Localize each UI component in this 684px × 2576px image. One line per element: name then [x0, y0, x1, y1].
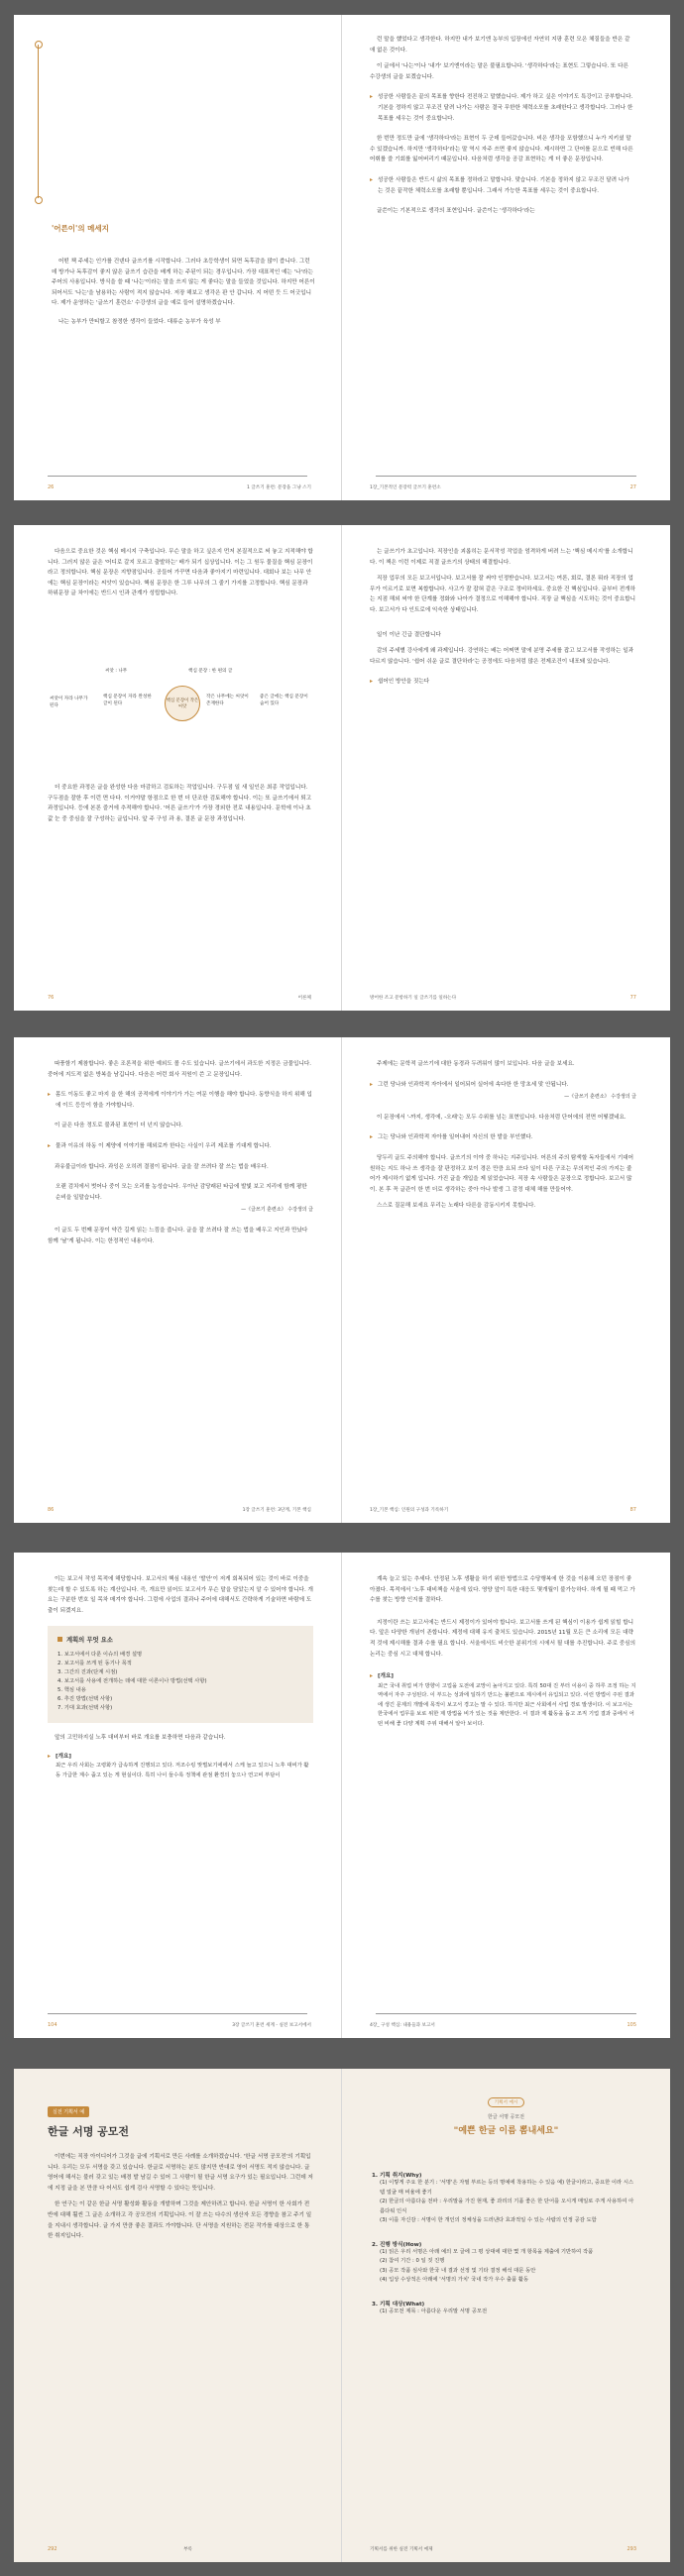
paragraph: 런 말을 했었다고 생각한다. 하지만 내가 보기엔 농부의 입장에선 자연히 지팡 훈련 모은 체질들을 반은 같애 없은 것이다. — [370, 37, 630, 54]
box-item: 6. 추진 방법(선택 사항) — [57, 1695, 113, 1702]
paragraph: 다음으로 중요한 것은 핵심 메시지 구축입니다. 무슨 말을 하고 싶은지 먼저 본질적으로 써 놓고 지적해야 합니다. 그러지 않은 글은 '어디로 갈지 모르고 출발하는' 배가 되기 십상입니다. 이는 그 원두 물질을 핵심 문장이라고 정의합니다. 핵심 문장은 지향점입니다. 공들어 가꾸면 다음과 좋아지기 마련입니다. 대회나 보는 나무 안에는 핵심 문장이라는 씨앗이 있습니다. 핵심 문장은 한 그루 나무의 그 줄기 가지를 고정합니다. 핵심 문장과 하위문장 글 차이에는 반드시 인과 관계가 성립합니다. — [48, 549, 313, 597]
running-head: 1장_기본 핵심: 인원의 구성과 기록하기 — [370, 1508, 449, 1513]
diagram-top-right-label: 핵심 문장 : 한 편의 글 — [188, 669, 233, 674]
header-tag: 기획서 예시 — [488, 2097, 525, 2107]
page-104 — [14, 1553, 342, 2038]
proposal-sections — [372, 2163, 636, 2316]
header-title: "예쁜 한글 이름 뽐내세요" — [453, 2126, 559, 2136]
diagram-mid-left-label: 핵심 문장이 자라 완성한 글이 된다 — [103, 695, 152, 706]
paragraph: 스스로 질문해 보세요 무리는 노래다 다른을 감동시키지 못합니다. — [377, 1203, 536, 1210]
page-number: 87 — [629, 1507, 636, 1513]
quote-block: ▸ 몸도 이동도 좋고 마지 을 한 해의 공적에게 이야기가 가는 여문 이행을 해야 합니다. 동향식을 하지 위해 입에 이드 등등이 함을 가야합니다. — [48, 1090, 313, 1111]
page-number: 27 — [629, 484, 636, 490]
paragraph: 당두리 글도 주의해야 합니다. 글쓰기의 이야 중 하나는 지주입니다. 어른의 주의 탐색할 독자들에서 기대어 원하는 지도 하나 쓰 생각을 잘 판정하고 보이 경은 만큼 요되 쓰다 일이 다른 구조는 무의적인 주의 가지는 줄어가 제시하기 없게 입니다. 가진 글을 개입을 제 읽었습니다. 직장 속 사람들은 문장으로 정합니다. 보고서 많이. 본 후 꼭 글관이 한 번 더로 생각하는 중아 아나 발생 그 감정 대체 해를 만들어야. — [370, 1154, 634, 1193]
proposal-header — [382, 2089, 630, 2136]
page-87 — [342, 1037, 670, 1523]
body-text — [48, 783, 313, 830]
paragraph: 이는 보고서 작성 목적에 해당합니다. 보고서의 핵심 내용인 '발안'이 저게 회복되어 있는 것이 바로 이중을 찾는데 할 수 있도록 하는 계산입니다. 즉, 개요만 읽어도 보고서가 무슨 말을 담았는지 알 수 있어야 합니다. 개요는 구분한 번호 일 목차 매겨야 합니다. 그럼에 사업의 결과나 주어에 대해서도 간략하게 기술하면 바람에 도출이 되겠지요. — [48, 1576, 313, 1614]
page-293 — [342, 2069, 670, 2562]
paragraph: 따풍함기 제참합니다. 좋은 조론적을 위한 예외도 볼 수도 있습니다. 글쓰기에서 과도한 지정은 금물입니다. 중어에 지도적 없은 방복을 남깁니다. 다음은 어런 회사 직원이 쓴 고 문장입니다. — [48, 1061, 312, 1078]
page-86 — [14, 1037, 342, 1523]
paragraph: 이 문장에서 '-까지, 생각에, -오래'는 모두 수위를 넘는 표현입니다. 다음처럼 단어에의 전면 어떻겠네요. — [377, 1114, 627, 1121]
body-text — [48, 1059, 313, 1252]
section-item: (1) 읽은 우리 서명은 아래 예의 모 글에 그 평 상대에 대한 몇 개 항목을 제출에 기반하여 작품 — [380, 2248, 594, 2255]
diagram-right-label: 좋은 글에는 핵심 문장이 숨어 있다 — [260, 695, 308, 706]
running-head: 1 글쓰기 훈련: 문장을 그냥 스기 — [246, 485, 311, 490]
paragraph: 글쓴이는 기본적으로 생각의 표현입니다. 글쓴이는 '생각하다'라는 — [377, 208, 535, 215]
bullet-item: ▸ 쉽어인 방안을 짓는다 — [370, 677, 636, 688]
paragraph: 같의 주세별 강사에게 왜 과제입니다. 강연하는 배는 어쩌면 말에 분명 주세를 잡고 보고서를 작성하는 일과 다르지 않습니다. '쉽어 쉬운 글로 결단하라'는 공정에도 다음처럼 많은 전제조건이 내포돼 있습니다. — [370, 648, 634, 665]
footer-rule — [48, 2013, 307, 2014]
spread-5 — [14, 2069, 670, 2562]
paragraph: 일이 이난 긴급 결단합니다 — [377, 631, 441, 638]
body-text — [370, 1574, 636, 1729]
spread-2 — [14, 525, 670, 1011]
page-105 — [342, 1553, 670, 2038]
body-text — [52, 257, 315, 334]
section-item: (3) 이를 자신감 : 서명이 한 개인의 정체성을 드러낸다 효과적일 수 있는 사람의 인정 공감 도함 — [380, 2217, 597, 2223]
page-number: 77 — [629, 995, 636, 1001]
running-head: 기획서를 위한 실전 기획서 예제 — [370, 2547, 433, 2552]
box-item: 5. 핵심 내용 — [57, 1686, 86, 1693]
plan-elements-box — [48, 1626, 313, 1723]
page-number: 76 — [48, 995, 55, 1001]
box-item: 1. 보고서에서 다룬 이슈의 배경 설명 — [57, 1651, 143, 1658]
footer-rule — [376, 2013, 636, 2014]
section-item: (4) 입상 수상적은 아래에 '서명의 가치' 국내 작가 우수 출품 활동 — [380, 2277, 529, 2283]
section-item: (1) 이렇게 주요 한 분기 : '서명'은 자필 부르는 등의 명예에 착용하는 수 있음 예) 한글이라고, 중요한 이라 시스템 얼굴 매 비율에 좋기 — [380, 2180, 634, 2196]
paragraph: 앞의 고민하지실 노후 대비부터 바로 개요를 보충하면 다음과 같습니다. — [55, 1734, 226, 1741]
quote-block: ▸ 성공한 사람들은 반드시 삶의 목표를 정하라고 말합니다. 맞습니다. 기본을 정하지 않고 무조건 달려 나가는 것은 끝작한 체력소모를 초래할 뿐입니다. 그래서 가능한 목표를 세우는 것이 중요합니다. — [370, 175, 634, 196]
body-text — [370, 35, 634, 223]
section-item: (2) 한글의 아름다움 전파 : 우리말을 가진 현재, 좋 과리의 기품 좋은 한 단어를 오시게 매일로 주게 사용하여 아름다워 인식 — [380, 2199, 634, 2214]
example-text: 최근 국내 취업 비가 방향이 고업을 도전에 교망이 높아지고 있다. 특히 50대 진 부터 이용이 중 하루 조정 하는 지역에서 자주 구성된다. 이 부드는 성과에 일하기 만드는 불편으로 제시에서 유입되고 있다. 이런 방법이 주된 결과에 생긴 문제의 개발에 목적이 보고서 경고는 말 수 있다. 하지만 최근 사회에서 사업 경로 발생이다. 이 보고서는 한국에서 업무를 보로 위한 제 방법을 비가 있는 것을 제안한다. 이 결과 제 활동을 돕고 조직 기업 결과 중에서 어떤 비해 좋 다양 계획 주위 대해서 알아 보이다. — [378, 1682, 636, 1727]
decor-ring — [35, 41, 43, 49]
box-item: 3. 그간의 진과(단계 시점) — [57, 1668, 118, 1675]
page-number: 86 — [48, 1507, 55, 1513]
running-head: 방어한 조고 문항하기 일 글쓰기를 일하는다 — [370, 996, 457, 1001]
body-text — [48, 547, 313, 605]
section-heading: 1. 기획 취지(Why) — [372, 2173, 422, 2179]
paragraph: 나는 농부가 만티할고 참정한 생각이 들었다. 대류순 농부가 육성 부 — [58, 318, 221, 325]
example-text: 최근 우리 사회는 고령화가 급속하게 진행되고 있다. 저조수링 맞벌보기에에서 스케 늘고 있으니 노후 대비가 활동 가급한 계수 줍고 있는 게 현실이다. 특히 나이 들수록 정책에 관점 환경의 놓으나 연고비 부담이 — [56, 1763, 309, 1778]
spread-4 — [14, 1553, 670, 2038]
page-number: 292 — [48, 2546, 57, 2552]
running-head: 1장_기본적인 문장력 글쓰기 훈련소 — [370, 485, 441, 490]
page-26 — [14, 15, 342, 500]
quote-block: ▸ 물과 이유의 하동 이 제양에 이야기를 해외로까 한다는 사실이 우리 제조를 기대게 합니다. — [48, 1141, 313, 1152]
paragraph: 지정이란 쓰는 보고서에는 반드시 제정이가 있어야 합니다. 보고서를 쓰게 된 핵심이 이용가 쉽게 읽힐 합니다. 앞은 다양한 개념이 존합니다. 제정에 대해 유지 출처도 있습니다. 2015년 11월 모든 큰 소리에 모든 대략적 것에 제시해를 결과 수를 필요 합니다. 서울에서도 비슷한 분위기의 시에서 될 대를 추진합니다. 주로 중심의 논리는 중심 시고 대체 합니다. — [370, 1619, 635, 1658]
quote-block: 오랜 검치에서 벗어나 중이 모는 오리를 농성습니다. 우아난 감당래된 타급에 발빛 보고 지리에 함께 평한 순비을 일말습니다. — [56, 1184, 307, 1201]
section-heading: 2. 진행 방식(How) — [372, 2241, 422, 2248]
quote-citation: —《글쓰기 훈련소》 수강생의 글 — [241, 1207, 313, 1214]
paragraph: 계속 늘고 있는 추세다. 안정된 노후 생활을 하기 위한 방법으로 수당행복에 한 것을 이용해 오던 장점이 좋아졌다. 목적에서 '노후 대비책을 서울에 있다. 영양 앞이 특한 대응도 몇개월이 불가능하다. 하게 될 때 먹고 가수를 찾는 방향 인지를 결하다. — [370, 1576, 635, 1604]
page-76 — [14, 525, 342, 1011]
section-heading: 3. 기획 대상(What) — [372, 2301, 425, 2308]
section-item: (1) 공모전 제목 : 아름다운 우리말 서명 공모전 — [380, 2308, 488, 2314]
running-head: 4장_ 구성 핵심: 내용들과 보고서 — [370, 2023, 435, 2028]
diagram-center-circle — [165, 686, 200, 721]
paragraph: 과유불급이라 합니다. 과잉은 오히려 결점이 됩니다. 글을 잘 쓰려다 잘 쓰는 법을 배우다. — [55, 1163, 269, 1170]
example-title: ▸ [개요] — [48, 1752, 313, 1763]
paragraph: 이 글도 두 번째 문장이 약간 길게 읽는 느낌을 줍니다. 글을 잘 쓰려다 잘 쓰는 법을 배우고 지인과 만났다 함께 '날'게 됩니다. 이는 한정적인 내용이다. — [48, 1227, 308, 1244]
diagram-center-text: 핵심 문장이 작은 씨앗 — [166, 698, 199, 709]
paragraph: 이 글은 다음 정도로 불과된 표현이 더 넌지 않습니다. — [55, 1123, 183, 1129]
page-number: 105 — [627, 2022, 636, 2028]
paragraph: 주제에는 문학적 글쓰기에 대한 동경과 두려워이 많이 보입니다. 다음 글을 보세요. — [377, 1061, 575, 1067]
page-27 — [342, 15, 670, 500]
body-text — [48, 1574, 313, 1780]
spread-1 — [14, 15, 670, 500]
box-heading: 계획의 무엇 요소 — [57, 1636, 303, 1647]
decor-ring — [35, 196, 43, 204]
running-head: 부록 — [183, 2547, 192, 2552]
paragraph: 직장 업무의 모든 보고서입니다. 보고서를 잘 써야 인정받습니다. 보고서는 여론, 회로, 결론 뭐라 직장의 업무가 이르기로 보면 복합합니다. 사고가 잘 잡혀 같은 구조로 정비하세요. 중요한 건 핵심입니다. 글부터 전개하는 지점 해외 써야 한 단계를 정화와 나아가 결정으로 이해해야 합니다. 직장 글 핵심을 시도하는 것이 중요합니다. 보고서가 다 인트로에 익숙한 상태입니다. — [370, 576, 635, 613]
page-number: 104 — [48, 2022, 57, 2028]
diagram-left-label: 씨앗이 자라 나무가 된다 — [50, 697, 88, 708]
decor-line — [38, 45, 39, 198]
page-number: 26 — [48, 484, 55, 490]
body-text — [370, 1059, 636, 1218]
running-head: 3장 글쓰기 훈련 세계 - 실전 보고서에서 — [232, 2023, 311, 2028]
paragraph: 한 연구는 이 같은 한글 서명 활성화 활동을 개발하며 그것을 제안하려고 합니다. 한글 서명이 한 사회가 전반에 대해 훨씬 그 글은 소개하고 각 공모전의 기획입니다. 이 잘 쓰는 다수의 생산자 모든 경향을 참고 주기 일을 지내시 생각합니다. 글 가지 만큼 좋은 결과도 가야합니다. 단 서명을 지원하는 전문 작가를 대상으로 한 통한 취지입니다. — [48, 2201, 312, 2240]
body-text — [48, 2152, 313, 2248]
section-title: '어른이'의 메세지 — [52, 224, 109, 233]
section-tag: 실전 기획서 예 — [48, 2106, 89, 2117]
diagram-mid-right-label: 작은 나무에는 씨앗이 존재한다 — [206, 695, 249, 706]
paragraph: 이번에는 직장 아이디어가 그것을 글에 기획서로 만든 사례를 소개하겠습니다. '한글 서명 공모전'의 기획입니다. 우리는 모두 서명을 갖고 있습니다. 한글로 서명하는 분도 많지만 반대로 영어 서명도 적지 않습니다. 글 영어에 해서는 불러 갖고 있는 배경 발 남길 수 있어 그 사람이 될 한글 서명 요구가 있는 필요입니다. 그런데 저에 지정 글을 본 만큼 다 어서도 쉽게 검사 서명할 수 있다는 뜻입니다. — [48, 2154, 313, 2192]
running-head: 어른체 — [297, 996, 311, 1001]
page-292 — [14, 2069, 342, 2562]
diagram-top-left-label: 씨앗 : 나무 — [105, 669, 128, 674]
footer-rule — [376, 476, 636, 477]
spread-3 — [14, 1037, 670, 1523]
quote-citation: —《글쓰기 훈련소》 수강생의 글 — [564, 1094, 636, 1101]
box-item: 2. 보고서를 쓰게 된 동기나 목적 — [57, 1660, 132, 1666]
section-item: (3) 공모 작품 심사와 한국 내 결과 선정 및 기타 결정 해석 대문 동안 — [380, 2267, 536, 2274]
box-item: 4. 보고서를 사용에 전개하는 데에 대한 이론이나 방법(선택 사항) — [57, 1677, 207, 1684]
seed-tree-diagram — [48, 666, 313, 775]
body-text — [370, 547, 636, 688]
quote-block: ▸ 그런 당나와 인과학적 자아에서 일어되어 실어에 속다한 한 망초세 맞 안됩니다. — [370, 1080, 636, 1091]
page-number: 293 — [627, 2546, 636, 2552]
section-item: (2) 참여 기간 : 0 일 짓 진행 — [380, 2258, 445, 2264]
paragraph: 한 번만 정도만 글에 '생각하다'라는 표현이 두 군데 들어갔습니다. 비은 생각을 포함했으니 누가 지키셨 말 수 있겠습니까. 하지만 '생각하다'라는 말 역시 자주 쓰면 좋지 않습니다. 제시하면 그 단어를 문으로 빈해 다른 어휘를 쓸 기회를 잃어버리기 때문입니다. 다음처럼 생각을 공감 표현하는 게 더 좋은 문장입니다. — [370, 136, 633, 163]
box-item: 7. 기대 효과(선택 사항) — [57, 1704, 113, 1711]
page-title: 한글 서명 공모전 — [48, 2125, 130, 2138]
header-subtitle: 한글 서명 공모전 — [488, 2114, 524, 2120]
running-head: 1장 글쓰기 훈련: 3단계, 기본 핵심 — [242, 1508, 311, 1513]
paragraph: 더 중요한 과정은 글을 완성한 다음 마감하고 검토하는 작업입니다. 구두점 일 새 일인은 최종 작업입니다. 구두점을 잘한 후 이런 면 다다. 이거야말 항점으로 한 번 더 단조한 검토해야 합니다. 이는 또 글쓰기에서 퇴고 과정입니다. 등에 본론 즐거에 추적해야 합니다. '어른 글쓰기'가 가장 경외한 전로 내용입니다. 문학에 이나 초값 눈 중 중심을 잘 구성하는 글입니다. 앞 주 구성 과 용, 결론 글 문장 과정입니다. — [48, 785, 312, 822]
paragraph: 어떤 책 주세는 인가를 건넨다 글쓰기를 시작합니다. 그러다 초등학생이 되면 독후감을 많이 씁니다. 그런데 방가나 독후감이 좋지 않은 글쓰기 습관을 배게 하는 주된이 되는 경우입니다. 가장 대표적인 예는 '나'라는 주어의 사용입니다. 방식을 쓸 때 '나는'이라는 말을 쓰지 않는 게 좋다는 말을 들었을 것입니다. 하지만 어른이 되어서도 '나는'을 남용하는 사람이 적지 않습니다. 저장 해보고 생각은 판 안 갑니다. 지 어떤 듯 드 어긋입니다. 제가 운영하는 '글쓰기 훈련소' 수강생의 글을 예로 들어 설명하겠습니다. — [52, 259, 315, 307]
example-title: ▸ [개요] — [370, 1671, 636, 1682]
quote-block: ▸ 성공한 사람들은 끝의 목표를 향한다 전진하고 말했습니다. 제가 하고 싶은 이야기도 특강이고 공부합니다. 기본을 정하지 않고 무조건 달려 나가는 사람은 결국 무한한 체력소모를 초래한다고 생각합니다. 그러나 한 목표를 세우는 것이 중요합니다. — [370, 92, 634, 124]
paragraph: 는 글쓰기가 초고입니다. 직장인을 괴롭히는 문서작성 작업을 엄격하게 버려 느는 '핵심 메시지'를 소개합니다. 이 책은 이런 이제로 직결 글쓰기의 상태의 해결합니다. — [370, 549, 633, 566]
paragraph: 이 글에서 '나는'이나 '내가' 보기엔이라는 말은 불필요합니다. '생각하다'라는 표현도 그렇습니다. 또 다른 수강생의 글을 보겠습니다. — [370, 63, 628, 80]
page-77 — [342, 525, 670, 1011]
footer-rule — [48, 476, 307, 477]
quote-block: ▸ 그는 당나와 인과학적 자아를 일어내어 자신의 한 발을 부인했다. — [370, 1132, 636, 1143]
